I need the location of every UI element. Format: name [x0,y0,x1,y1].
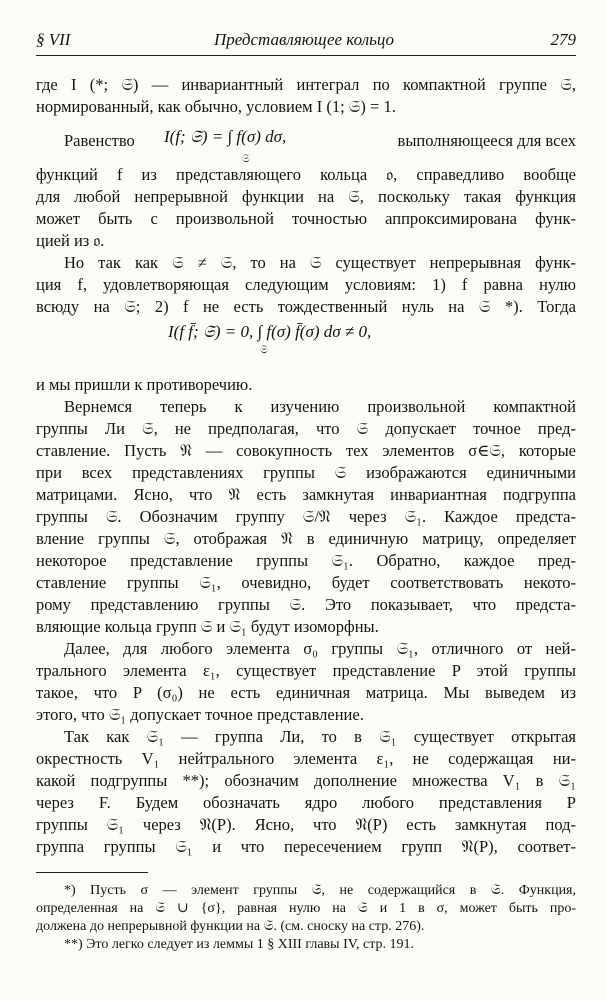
text-line: и мы пришли к противоречию. [36,375,253,394]
footnote-line: *) Пусть σ — элемент группы 𝔖, не содержащийся в 𝔖. Функция, [64,883,576,898]
formula-lead: Равенство [64,131,135,150]
text-line: трального элемента ε₁, существует представление P этой группы [36,661,576,680]
text-line: всюду на 𝔖; 2) f не есть тождественный нуль на 𝔖 *). Тогда [36,297,576,316]
text-line: Но так как 𝔖 ≠ 𝔖, то на 𝔖 существует непрерывная функ- [64,253,576,272]
footnote-line: должена до непрерывной функции на 𝔖. (см. сноску на стр. 276). [36,919,425,934]
running-title: Представляющее кольцо [214,30,395,49]
text-line: через F. Будем обозначать ядро любого представления P [36,793,576,812]
text-line: ставление. Пусть 𝔑 — совокупность тех элементов σ∈𝔖, которые [36,441,576,460]
text-line: рому представлению группы 𝔖. Это показывает, что предста- [36,595,576,614]
page-number: 279 [550,30,576,49]
text-line: окрестность V₁ нейтрального элемента ε₁, не содержащая ни- [36,749,576,768]
text-line: Так как 𝔖₁ — группа Ли, то в 𝔖₁ существует открытая [64,727,576,746]
footnote-line: определенная на 𝔖 ∪ {σ}, равная нулю на 𝔖 и 1 в σ, может быть про- [36,901,576,916]
text-line: ция f, удовлетворяющая следующим условиям: 1) f равна нулю [36,275,576,294]
text-line: этого, что 𝔖₁ допускает точное представление. [36,705,364,724]
formula-2: I(f f̄; 𝔖) = 0, ∫ f(σ) f̄(σ) dσ ≠ 0, [168,322,372,341]
text-line: группа группы 𝔖₁ и что пересечением групп 𝔑(P), соответ- [36,837,576,856]
section-number: § VII [36,30,71,49]
text-line: цией из 𝔬. [36,231,105,250]
text-line: Вернемся теперь к изучению произвольной компактной [64,397,576,416]
text-line: нормированный, как обычно, условием I (1; 𝔖) = 1. [36,97,396,116]
formula-1: I(f; 𝔖) = ∫ f(σ) dσ, [164,127,287,146]
text-line: какой подгруппы **); обозначим дополнение множества V₁ в 𝔖₁ [36,771,576,790]
footnote-line: **) Это легко следует из леммы 1 § XIII главы IV, стр. 191. [64,937,415,952]
integral-subscript: 𝔖 [242,153,250,165]
text-line: вляющие кольца групп 𝔖 и 𝔖₁ будут изоморфны. [36,617,379,636]
text-line: может быть с произвольной точностью аппроксимирована функ- [36,209,576,228]
text-line: матрицами. Ясно, что 𝔑 есть замкнутая инвариантная подгруппа [36,485,576,504]
text-line: ставление группы 𝔖₁, очевидно, будет соответствовать некото- [36,573,576,592]
text-line: группы Ли 𝔖, не предполагая, что 𝔖 допускает точное пред- [36,419,576,438]
text-line: такое, что P (σ₀) не есть единичная матрица. Мы выведем из [36,683,576,702]
formula-tail: выполняющееся для всех [397,131,576,150]
text-line: функций f из представляющего кольца 𝔬, справедливо вообще [36,165,576,184]
text-line: для любой непрерывной функции на 𝔖, поскольку такая функция [36,187,576,206]
header-rule [36,55,576,56]
text-line: где I (*; 𝔖) — инвариантный интеграл по компактной группе 𝔖, [36,75,576,94]
integral-subscript: 𝔖 [260,344,268,356]
text-line: при всех представлениях группы 𝔖 изображаются единичными [36,463,576,482]
text-line: некоторое представление группы 𝔖₁. Обратно, каждое пред- [36,551,576,570]
text-line: Далее, для любого элемента σ₀ группы 𝔖₁, отличного от ней- [64,639,576,658]
text-line: группы 𝔖. Обозначим группу 𝔖/𝔑 через 𝔖₁. Каждое предста- [36,507,576,526]
formula-line-1 [64,124,576,165]
footnote-rule [36,872,148,873]
text-line: группы 𝔖₁ через 𝔑(P). Ясно, что 𝔑(P) есть замкнутая под- [36,815,576,834]
running-header [36,30,576,54]
text-line: вление группы 𝔖, отображая 𝔑 в единичную матрицу, определяет [36,529,576,548]
